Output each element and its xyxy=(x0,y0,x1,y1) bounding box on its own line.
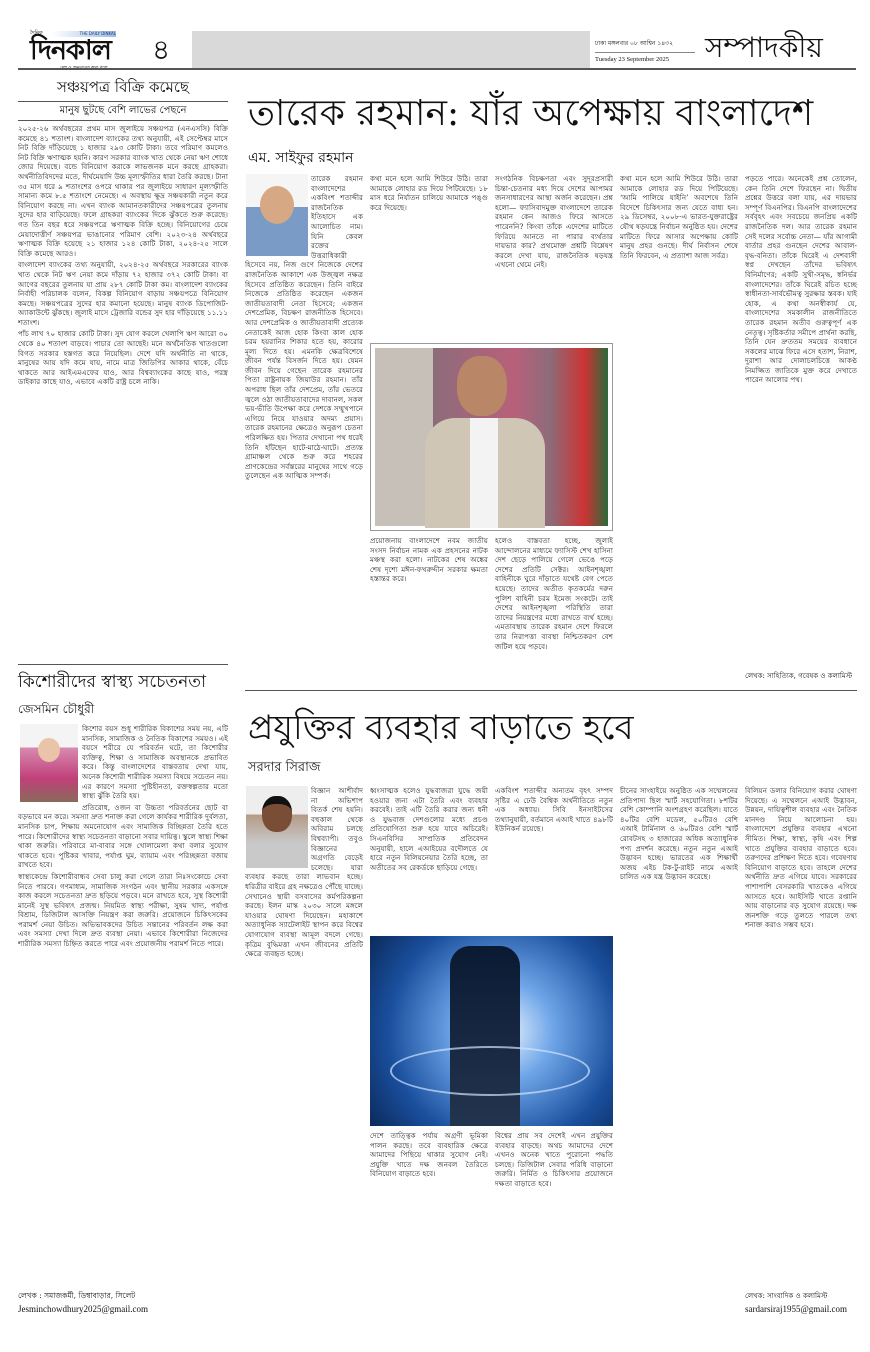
left-bottom-byline: জেসমিন চৌধুরী xyxy=(18,702,95,716)
paragraph: কথা মনে হলে আমি শিউরে উঠি। তারা আমাকে লোহার রড দিয়ে পিটিয়েছে। ‘আমি পালিয়ে যাইনি’ অবশেষে তিনি বিদেশে চিকিৎসার জন্য যেতে বাধ্য হন। ২৯ ডিসেম্বর, ২০০৮-এ ভারত-যুক্তরাষ্ট্রের যৌথ ষড়যন্ত্রে নির্বাচন অনুষ্ঠিত হয়। xyxy=(620,174,738,231)
paragraph: বিজ্ঞান আশীর্বাদ না অভিশাপ বিতর্ক শেষ হয়নি। বহুকাল থেকে অবিরাম চলছে বিশ্বব্যাপী। তবুও বিজ্ঞানের অগ্রগতি বেড়েই চলেছে। যারা ব্যবহার করছে তারা লাভবান হচ্ছে। ধরিত্রীর বাইরে গ্রহ নক্ষত্রেও পৌঁছে যাচ্ছে। সেখানেও স্থায়ী বসবাসের কর্মপরিকল্পনা করছে। ইলন মাস্ক ২০৩০ সালে মঙ্গলে যাওয়ার ঘোষণা দিয়েছেন। মহাকাশে অত্যাধুনিক স্যাটেলাইট স্থাপন করে বিশ্বের যোগাযোগ ব্যবস্থা আমূল বদলে গেছে। কৃত্রিম বুদ্ধিমত্তা এখন জীবনের প্রতিটি ক্ষেত্রে ব্যবহৃত হচ্ছে। xyxy=(245,786,363,959)
author-note: লেখক: সাহিত্যিক, গবেষক ও কলামিস্ট xyxy=(745,672,853,680)
paragraph: বাংলাদেশ ব্যাংকের তথ্য অনুযায়ী, ২০২৪-২৫ অর্থবছরে সরকারের ব্যাংক খাত থেকে নিট ঋণ নেয়া কমে দাঁড়ায় ৭২ হাজার ৩৭২ কোটি টাকা। বা আগের বছরের তুলনায় যা প্রায় ২৮৭ কোটি টাকা কম। বাংলাদেশ ব্যাংকের নির্বাহী পরিচালক বলেন, বিকল্প বিনিয়োগ বাড়ায় সঞ্চয়পত্রে বিনিয়োগ কমছে। সঞ্চয়পত্রের সুদের হার কমানো হয়েছে। মানুষ ব্যাংক ডিপোজিট-অ্যাকাউন্টে ঝুঁকছে। জুলাই মাসে ট্রেজারি বন্ডের সুদ হার দাঁড়িয়েছে ১১.১১ শতাংশ। xyxy=(18,260,228,327)
article2-illustration xyxy=(370,936,613,1126)
paragraph: সংগঠনিক বিচক্ষণতা এবং সুদূরপ্রসারী চিন্তা-চেতনার মধ্য দিয়ে দেশের আপামর জনসাধারণের আস্থা অর্জন করেছেন। প্রশ্ন হলো— ফ্যাসিবাদমুক্ত বাংলাদেশে তারেক রহমান কেন আজও ফিরে আসতে পারেননি? কিংবা তাঁকে এদেশের মাটিতে ফিরিয়ে আনতে না পারার ব্যর্থতার দায়ভার কার? প্রথমোক্ত প্রশ্নটি বিশ্লেষণ করলে দেখা যায়, রাজনৈতিক ষড়যন্ত্র এখনো থেমে নেই। xyxy=(495,174,613,270)
paragraph: দেশের মাটিতে ফিরে আসার অপেক্ষায় কোটি মানুষ প্রহর গুনছে। দীর্ঘ নির্বাসন শেষে তিনি ফিরবেন, এ প্রত্যাশা আজ সর্বত্র। xyxy=(620,221,738,260)
author-email[interactable]: Jesminchowdhury2025@gmail.com xyxy=(18,1304,149,1314)
paragraph: স্বাস্থ্যকেন্দ্রে কিশোরীবান্ধব সেবা চালু করা গেলে তারা নিঃসংকোচে সেবা নিতে পারবে। গণমাধ্যম, সামাজিক সংগঠন এবং স্থানীয় সরকার একসঙ্গে কাজ করলে সচেতনতা দ্রুত ছড়িয়ে পড়বে। মনে রাখতে হবে, সুস্থ কিশোরী মানেই সুস্থ ভবিষ্যৎ প্রজন্ম। নিয়মিত স্বাস্থ্য পরীক্ষা, সুষম খাদ্য, পর্যাপ্ত বিশ্রাম, ডিজিটাল আসক্তি নিয়ন্ত্রণ করা জরুরি। প্রয়োজনে চিকিৎসকের পরামর্শ নেয়া উচিত। অভিভাবকদের উচিত সন্তানের পরিবর্তন লক্ষ করা এবং সমস্যা দেখা দিলে দ্রুত ব্যবস্থা নেয়া। এভাবে কিশোরীরা নিজেদের শারীরিক সমস্যা চিহ্নিত করতে পারে এবং প্রয়োজনীয় পরামর্শ নিতে পারে। xyxy=(18,871,228,949)
article1-col2-bottom xyxy=(370,536,488,682)
paragraph: দেশে তাত্ত্বিক পর্যায় অগ্রণী ভূমিকা পালন করছে। তবে ব্যবহারিক ক্ষেত্রে আমাদের পিছিয়ে থাকার সুযোগ নেই। প্রযুক্তি খাতে দক্ষ জনবল তৈরিতে বিনিয়োগ বাড়াতে হবে। xyxy=(370,1131,488,1179)
left-top-subhead: মানুষ ছুটছে বেশি লাভের পেছনে xyxy=(59,105,187,116)
divider xyxy=(18,101,228,102)
article2-col3-bottom xyxy=(495,1131,613,1298)
paragraph: ধ্বংসাত্মক হলেও যুদ্ধবাজরা যুদ্ধে জয়ী হওয়ার জন্য এটা তৈরি এবং ব্যবহার করবেই। তাই এটি তৈরি করার জন্য ধনী ও যুদ্ধবাজ দেশগুলোর মধ্যে প্রচণ্ড প্রতিযোগিতা শুরু হয়ে যাবে অচিরেই। সিএনবিসির সাম্প্রতিক প্রতিবেদন অনুযায়ী, হালে এআইয়ের বদৌলতে যে হারে নতুন বিলিয়নেয়ার তৈরি হচ্ছে, তা অতীতের সব রেকর্ডকে ছাড়িয়ে গেছে। xyxy=(370,786,488,872)
article2-col2-top xyxy=(370,786,488,932)
left-top-body xyxy=(18,124,228,656)
divider xyxy=(245,690,857,691)
date-bangla: ঢাকা মঙ্গলবার ০৮ আশ্বিন ১৪৩২ xyxy=(595,40,673,47)
left-top-headline: সঞ্চয়পত্র বিক্রি কমেছে xyxy=(56,78,190,96)
article2-col5 xyxy=(745,786,857,1285)
divider xyxy=(18,664,228,665)
paragraph: বিলিয়ন ডলার বিনিয়োগ করার ঘোষণা দিয়েছে। এ সম্মেলনে এআই উদ্ভাবন, উন্নয়ন, দায়িত্বশীল ব্যবহার এবং নৈতিক মানদণ্ড নিয়ে আলোচনা হয়। বাংলাদেশে প্রযুক্তির ব্যবহার এখনো সীমিত। শিক্ষা, স্বাস্থ্য, কৃষি এবং শিল্প খাতে প্রযুক্তির ব্যবহার বাড়াতে হবে। তরুণদের প্রশিক্ষণ দিতে হবে। গবেষণায় বিনিয়োগ বাড়াতে হবে। তাহলে দেশের অর্থনীতি দ্রুত এগিয়ে যাবে। সরকারের পাশাপাশি বেসরকারি খাতকেও এগিয়ে আসতে হবে। আইসিটি খাতে রপ্তানি আয় বাড়ানোর বড় সুযোগ রয়েছে। দক্ষ জনশক্তি গড়ে তুলতে পারলে তথ্য শনাক্ত করাও সম্ভব হবে। xyxy=(745,786,857,930)
article2-col3-top xyxy=(495,786,613,932)
article1-col2-top xyxy=(370,174,488,338)
logo-text: দিনকাল xyxy=(30,35,111,66)
paragraph: কিশোর বয়স শুধু শারীরিক বিকাশের সময় নয়, এটি মানসিক, সামাজিক ও নৈতিক বিকাশের সময়ও। এই বয়সে শরীরে যে পরিবর্তন ঘটে, তা কিশোরীর ব্যক্তিত্ব, শিক্ষা ও সামাজিক অবস্থানকে প্রভাবিত করে। কিন্তু বাংলাদেশের বাস্তবতায় দেখা যায়, অনেক কিশোরী শারীরিক সমস্যা বিষয়ে সচেতন নয়। এর কারণে সমস্যা পুষ্টিহীনতা, রক্তস্বল্পতার মতো স্বাস্থ্য ঝুঁকি তৈরি হয়। xyxy=(82,724,228,801)
article2-col4 xyxy=(620,786,738,1298)
article2-headline: প্রযুক্তির ব্যবহার বাড়াতে হবে xyxy=(248,708,634,748)
author-email[interactable]: sardarsiraj1955@gmail.com xyxy=(745,1304,848,1314)
paragraph: হলেও বাস্তবতা হচ্ছে, জুলাই আন্দোলনের মাধ্যমে ফ্যাসিস্ট শেখ হাসিনা দেশ ছেড়ে পালিয়ে গেলে ভেঙে পড়ে দেশের প্রতিটি সেক্টর। আইনশৃঙ্খলা বাহিনীকে ঘুরে দাঁড়াতে যথেষ্ট বেগ পেতে হয়েছে। তাদের অতীত কৃতকর্মের দরুন পুলিশ বাহিনী চরম ইমেজ সংকটে। তাই দেশের আইনশৃঙ্খলা পরিস্থিতি তারা তাদের নিয়ন্ত্রণের মধ্যে রাখতে ব্যর্থ হচ্ছে। এমতাবস্থায় তারেক রহমান দেশে ফিরলে তার নিরাপত্তা ব্যবস্থা নিশ্চিতকরণ বেশ জটিল হয়ে পড়বে। xyxy=(495,536,613,651)
masthead-rule xyxy=(18,68,856,70)
author-note: লেখক: সাংবাদিক ও কলামিস্ট xyxy=(745,1292,828,1300)
article1-col3-top xyxy=(495,174,613,338)
date-english: Tuesday 23 September 2025 xyxy=(595,56,669,63)
ad-band xyxy=(192,31,590,68)
paragraph: একবিংশ শতাব্দীর অন্যতম বৃহৎ সম্পদ সৃষ্টির এ ঢেউ বৈশ্বিক অর্থনীতিতে নতুন এক অধ্যায়। সিবি ইনসাইটসের তথ্যানুযায়ী, বর্তমানে এআই খাতে ৪৯৮টি ইউনিকর্ন রয়েছে। xyxy=(495,786,613,834)
paragraph: কথা মনে হলে আমি শিউরে উঠি। তারা আমাকে লোহার রড দিয়ে পিটিয়েছে। ১৮ মাস ধরে নির্যাতন চালিয়ে আমাকে পঙ্গু করে দিয়েছে। xyxy=(370,174,488,212)
author-note: লেখক : সমাজকর্মী, ডিম্বাবাড়ার, সিলেট xyxy=(18,1291,136,1300)
article1-col3-bottom xyxy=(495,536,613,682)
article1-col1 xyxy=(245,174,363,682)
article1-headline: তারেক রহমান: যাঁর অপেক্ষায় বাংলাদেশ xyxy=(248,93,814,134)
section-title: সম্পাদকীয় xyxy=(705,31,823,64)
article2-col1 xyxy=(245,786,363,1298)
paragraph: পাঁচ লাখ ৭০ হাজার কোটি টাকা। সুদ যোগ করলে খেলাপি ঋণ আরো ৩০ থেকে ৪০ শতাংশ বাড়বে। পাচার তো আছেই। মনে অর্থনৈতিক খাতগুলো বিগত সরকার হস্তগত করে নিয়েছিল। দেশে যদি অর্থনীতি না থাকে, মানুষের আয় যদি কমে যায়, নামে মাত্র জিডিপির আকার থাকে, বেঁচে থাকতে আর আইএমএফের যাও, আর বিশ্বব্যাংকের কাছে যাও, পরস্ত্র ডাইকার কাছে যাও, এভাবে একটি রাষ্ট্র চলে নাকি। xyxy=(18,329,228,387)
paragraph: চীনের সাংহাইয়ে অনুষ্ঠিত এক সম্মেলনের প্রতিপাদ্য ছিল স্মার্ট সহযোগিতা। ৮শটির বেশি কোম্পানি অংশগ্রহণ করেছিল। যাতে ৪০টির বেশি মডেল, ৫০টিরও বেশি এআই টার্মিনাল ও ৬০টিরও বেশি স্মার্ট রোবটসহ ৩ হাজারের অধিক অত্যাধুনিক পণ্য প্রদর্শন করেছে। নতুন নতুন এআই উদ্ভাবন হচ্ছে। ভারতের এক শিক্ষার্থী অজয় এইচ টক-টু-রাইট নামে এআই চালিত এক যন্ত্র উদ্ভাবন করেছে। xyxy=(620,786,738,882)
left-bottom-headline: কিশোরীদের স্বাস্থ্য সচেতনতা xyxy=(18,672,206,692)
left-bottom-body xyxy=(18,724,228,1286)
article1-byline: এম. সাইফুর রহমান xyxy=(248,150,354,166)
article2-byline: সরদার সিরাজ xyxy=(248,760,321,775)
logo-english: THE DAILY DINKAL xyxy=(52,31,116,37)
paragraph: প্রতিরোধ, ওজন বা উচ্চতা পরিবর্তনের ছোট বা বড়ভাবে মন করে। সমস্যা দ্রুত শনাক্ত করা গেলে কার্যকর শারীরিক দুর্বলতা, মানসিক চাপ, শিক্ষায় অমনোযোগ এবং সামাজিক বিচ্ছিন্নতা তৈরি হতে পারে। কিশোরীদের স্বাস্থ্য সচেতনতা বাড়ানো সবার দায়িত্ব। স্কুলে স্বাস্থ্য শিক্ষা থাকা জরুরি। পরিবারে মা-বাবার সঙ্গে খোলামেলা কথা বলার সুযোগ থাকতে হবে। পুষ্টিকর খাবার, পর্যাপ্ত ঘুম, ব্যায়াম এবং পরিচ্ছন্নতা বজায় রাখতে হবে। xyxy=(18,802,228,870)
article2-col2-bottom xyxy=(370,1131,488,1298)
paragraph: তারেক রহমান বাংলাদেশের একবিংশ শতাব্দীর রাজনৈতিক ইতিহাসে এক আলোচিত নাম। যিনি কেবল রক্তের উত্তরাধিকারী হিসেবে নয়, নিজ গুণে নিজেকে দেশের রাজনৈতিক আকাশে এক উজ্জ্বল নক্ষত্র হিসেবে প্রতিষ্ঠিত করেছেন। তিনি বাইরে নিজেকে প্রতিষ্ঠিত করেছেন একজন জাতীয়তাবাদী নেতা হিসেবে; একজন দেশপ্রেমিক, বিচক্ষণ রাজনীতিক হিসেবে। আর দেশপ্রেমিক ও জাতীয়তাবাদী প্রত্যেক নেতাকেই আজ হোক কিংবা কাল হোক চরম হয়রানির শিকার হতে হয়, কারোর মূল্য দিতে হয়। এমনকি ক্ষেত্রবিশেষে জীবন পর্যন্ত বিসর্জন দিতে হয়। যেমন জীবন দিয়ে গেছেন তারেক রহমানের পিতা রাষ্ট্রনায়ক জিয়াউর রহমান। তাঁর অপরাধ ছিল তাঁর দেশপ্রেম, তাঁর ভেতরে জ্বলে ওঠা জাতীয়তাবাদের দাবানল, সকল ভয়-ভীতি উপেক্ষা করে দেশকে সম্মুখপানে এগিয়ে নিয়ে যাওয়ার অদম্য প্রয়াস। তারেক রহমানের ক্ষেত্রেও অনুরূপ চেতনা পরিলক্ষিত হয়। পিতার দেখানো পথ ধরেই তিনি হাঁটছেন হাটে-মাঠে-ঘাটে। প্রত্যন্ত গ্রামাঞ্চল থেকে শুরু করে শহরের প্রাণকেন্দ্রের সর্বস্তরের মানুষের সাথে গড়ে তুলেছেন এক আত্মিক সম্পর্ক। xyxy=(245,174,363,481)
newspaper-logo xyxy=(30,30,145,70)
article1-col5 xyxy=(745,174,857,663)
paragraph: ২০২৫-২৬ অর্থবছরের প্রথম মাস জুলাইয়ে সঞ্চয়পত্র (এনএসসি) বিক্রি কমেছে ৪১ শতাংশ। বাংলাদেশ ব্যাংকের তথ্য অনুযায়ী, এই সেপ্টেম্বর মাসে নিট বিক্রি দাঁড়িয়েছে ১ হাজার ২৯৩ কোটি টাকা। তবে পরিমাণ কমলেও নিট বিক্রি ঋণাত্মক হয়নি। কারণ সরকার ব্যাংক খাত থেকে নেয়া ঋণ শোধে জোর দিয়েছে। বন্ডে বিনিয়োগ করাকে লাভজনক মনে করছে গ্রাহকরা। অর্থনীতিবিদদের মতে, দীর্ঘমেয়াদি উচ্চ মূল্যস্ফীতির ধারা তৈরি করছে। টানা ৩৫ মাস ধরে ৯ শতাংশের ওপরে থাকার পর জুলাইয়ে সাধারণ মূল্যস্ফীতি সামান্য কমে ৮.৫ শতাংশে নেমেছে। এ অবস্থায় ক্ষুদ্র সঞ্চয়কারী নতুন করে বিনিয়োগ করছে না। এখন ব্যাংক আমানতকারীদের সঞ্চয়পত্রের তুলনায় সুদের হার বাড়িয়েছে। ফলে গ্রাহকরা ব্যাংকের দিকে ঝুঁকতে শুরু করেছে। গত তিন বছর ধরে সঞ্চয়পত্রে ঋণাত্মক বিক্রি হচ্ছে। বিনিয়োগের চেয়ে মেয়াদোত্তীর্ণ সঞ্চয়পত্র ভাঙানোর পরিমাণ বেশি। ২০২৩-২৪ অর্থবছরে ঋণাত্মক বিক্রি হয়েছে ২১ হাজার ১২৪ কোটি টাকা, ২০২৪-২৫ সালে বিক্রি কমেছে আরও। xyxy=(18,124,228,258)
article1-photo xyxy=(370,343,613,531)
date-divider xyxy=(595,52,695,53)
paragraph: প্রয়োজনায় বাংলাদেশে নবম জাতীয় সংসদ নির্বাচন নামক এক প্রহসনের নাটক মঞ্চস্থ করা হলো। নাটকের শেষ অঙ্কের শেষ দৃশ্যে মঈন-ফখরুদ্দীন সরকার ক্ষমতা হস্তান্তর করে। xyxy=(370,536,488,584)
page-number: ৪ xyxy=(152,33,171,66)
paragraph: পড়তে পারে। অনেকেই প্রশ্ন তোলেন, কেন তিনি দেশে ফিরছেন না। দ্বিতীয় প্রশ্নের উত্তরে বলা যায়, এর দায়ভার সম্পূর্ণ বিএনপির। বিএনপি বাংলাদেশের সর্ববৃহৎ এবং সবচেয়ে জনপ্রিয় একটি রাজনৈতিক দল। আর তারেক রহমান সেই দলের সর্বোচ্চ নেতা— যাঁর আগামী বার্তার প্রহর গুনছেন দেশের আবাল-বৃদ্ধ-বনিতা। তাঁকে ঘিরেই এ দেশবাসী স্বপ্ন দেখছেন তাঁদের ভবিষ্যৎ বিনির্মাণের; একটি সুখী-সমৃদ্ধ, স্বনির্ভর বাংলাদেশের। তাঁকে ঘিরেই রচিত হচ্ছে স্বাধীনতা-সার্বভৌমত্ব সুরক্ষার স্তবক। যাই হোক, এ কথা অনস্বীকার্য যে, বাংলাদেশের সমকালীন রাজনীতিতে তারেক রহমান অতীব গুরুত্বপূর্ণ এক নেতৃত্ব। সৃষ্টিকর্তার সমীপে প্রার্থনা করছি, তিনি যেন দ্রুততম সময়ের ব্যবধানে সকলের মাঝে ফিরে এসে হতাশ, নিরাশ, দুরাশা আর দোলাচলচিত্তে আকণ্ঠ নিমজ্জিত জাতিকে মুক্ত করে দেখাতে পারেন আলোর পথ। xyxy=(745,174,857,385)
logo-small-text: দৈনিক xyxy=(30,30,43,36)
paragraph: বিশ্বের প্রায় সব দেশেই এখন প্রযুক্তির ব্যবহার বাড়ছে। অথচ আমাদের দেশে এখনও অনেক খাতে পুরোনো পদ্ধতি চলছে। ডিজিটাল সেবার পরিধি বাড়ানো জরুরি। নির্মিত ও চিকিৎসার প্রয়োজনে দক্ষতা বাড়াতে হবে। xyxy=(495,1131,613,1188)
divider xyxy=(18,120,228,121)
article1-col4 xyxy=(620,174,738,682)
